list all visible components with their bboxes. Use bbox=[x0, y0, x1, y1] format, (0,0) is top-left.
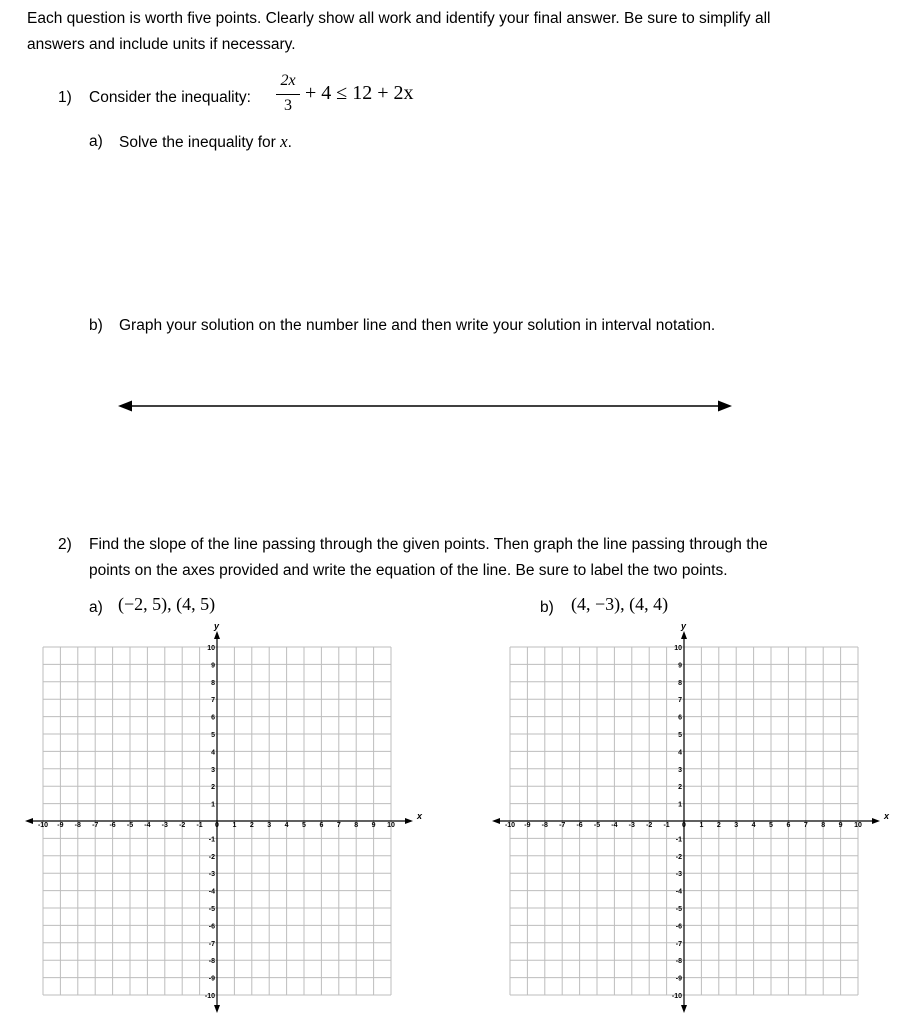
x-tick-label: -9 bbox=[524, 822, 531, 829]
x-tick-label: 5 bbox=[302, 822, 306, 829]
y-tick-label: -8 bbox=[675, 958, 682, 966]
x-tick-label: 5 bbox=[769, 822, 773, 829]
x-tick-label: -7 bbox=[559, 822, 566, 829]
inequality-rest: + 4 ≤ 12 + 2x bbox=[305, 82, 414, 104]
left-arrow-icon bbox=[118, 401, 132, 412]
y-tick-label: -1 bbox=[675, 836, 682, 844]
y-tick-label: 4 bbox=[678, 749, 682, 757]
y-tick-label: -7 bbox=[675, 940, 682, 948]
y-tick-label: -8 bbox=[208, 958, 215, 966]
question-2-number: 2) bbox=[58, 536, 72, 553]
question-1b-text: Graph your solution on the number line and then write your solution in interval notation. bbox=[119, 317, 716, 334]
x-tick-label: -3 bbox=[628, 822, 635, 829]
y-tick-label: -10 bbox=[671, 993, 682, 1000]
y-tick-label: -3 bbox=[208, 871, 215, 879]
fraction-bar bbox=[276, 94, 300, 95]
y-axis-down-arrow-icon bbox=[681, 1005, 687, 1013]
y-tick-label: -9 bbox=[208, 975, 215, 983]
y-tick-label: -5 bbox=[208, 906, 215, 913]
y-tick-label: -6 bbox=[208, 923, 215, 931]
y-tick-label: 10 bbox=[674, 645, 682, 652]
y-tick-label: 6 bbox=[678, 714, 682, 722]
x-tick-label: 1 bbox=[699, 822, 704, 829]
y-tick-label: -7 bbox=[208, 940, 215, 948]
x-tick-label: -1 bbox=[663, 822, 670, 829]
x-tick-label: -4 bbox=[611, 822, 618, 829]
y-tick-label: 6 bbox=[211, 714, 215, 722]
x-tick-label: 0 bbox=[682, 822, 686, 829]
right-arrow-icon bbox=[718, 401, 732, 412]
y-tick-label: -9 bbox=[675, 975, 682, 983]
y-tick-label: -4 bbox=[208, 888, 215, 896]
y-tick-label: 1 bbox=[211, 801, 215, 809]
y-tick-label: 9 bbox=[211, 662, 215, 670]
coordinate-grid-a[interactable] bbox=[20, 620, 430, 1016]
question-2b-label: b) bbox=[540, 599, 554, 616]
x-tick-label: -9 bbox=[57, 822, 64, 829]
x-tick-label: -8 bbox=[74, 822, 81, 829]
x-tick-label: 6 bbox=[319, 822, 324, 829]
y-tick-label: -2 bbox=[675, 853, 682, 861]
y-tick-label: 8 bbox=[211, 679, 215, 687]
x-tick-label: -7 bbox=[92, 822, 99, 829]
y-tick-label: -1 bbox=[208, 836, 215, 844]
y-axis-label: y bbox=[214, 621, 220, 631]
y-tick-label: -5 bbox=[675, 906, 682, 913]
y-axis-down-arrow-icon bbox=[214, 1005, 220, 1013]
x-tick-label: -10 bbox=[37, 822, 49, 829]
y-tick-label: -4 bbox=[675, 888, 682, 896]
y-tick-label: 3 bbox=[211, 766, 215, 774]
x-tick-label: 4 bbox=[284, 822, 289, 829]
question-2-line-2: points on the axes provided and write the equation of the line. Be sure to label the two points. bbox=[89, 562, 728, 579]
y-tick-label: 1 bbox=[678, 801, 682, 809]
question-2-line-1: Find the slope of the line passing through the given points. Then graph the line passing through the bbox=[89, 536, 768, 553]
question-1a-text: Solve the inequality for x. bbox=[119, 132, 292, 151]
x-tick-label: -8 bbox=[541, 822, 548, 829]
x-tick-label: 1 bbox=[232, 822, 237, 829]
y-tick-label: 2 bbox=[678, 784, 682, 792]
y-tick-label: 7 bbox=[211, 697, 215, 705]
x-tick-label: 2 bbox=[716, 822, 721, 829]
x-tick-label: 2 bbox=[249, 822, 254, 829]
y-tick-label: -2 bbox=[208, 853, 215, 861]
y-tick-label: 9 bbox=[678, 662, 682, 670]
x-axis-right-arrow-icon bbox=[405, 818, 413, 824]
x-axis-left-arrow-icon bbox=[492, 818, 500, 824]
y-tick-label: 10 bbox=[207, 645, 215, 652]
x-tick-label: -6 bbox=[109, 822, 116, 829]
question-1a-label: a) bbox=[89, 133, 103, 150]
x-tick-label: -4 bbox=[144, 822, 151, 829]
x-tick-label: 9 bbox=[838, 822, 843, 829]
x-axis-label: x bbox=[417, 811, 423, 821]
y-tick-label: 2 bbox=[211, 784, 215, 792]
x-tick-label: 7 bbox=[803, 822, 808, 829]
x-tick-label: -2 bbox=[179, 822, 186, 829]
y-tick-label: 7 bbox=[678, 697, 682, 705]
question-2b-points: (4, −3), (4, 4) bbox=[571, 594, 669, 614]
x-axis-label: x bbox=[884, 811, 890, 821]
number-line[interactable] bbox=[110, 395, 740, 417]
x-tick-label: 6 bbox=[786, 822, 791, 829]
x-tick-label: -3 bbox=[161, 822, 168, 829]
x-tick-label: 7 bbox=[336, 822, 341, 829]
coordinate-grid-b[interactable] bbox=[487, 620, 897, 1016]
x-tick-label: 10 bbox=[854, 822, 862, 829]
question-2a-label: a) bbox=[89, 599, 103, 616]
y-axis-label: y bbox=[681, 621, 687, 631]
y-tick-label: -10 bbox=[204, 993, 215, 1000]
question-2a-points: (−2, 5), (4, 5) bbox=[118, 594, 216, 614]
x-tick-label: 4 bbox=[751, 822, 756, 829]
instructions-line-1: Each question is worth five points. Clearly show all work and identify your final answer. Be sure to simplify all bbox=[27, 10, 771, 27]
y-axis-up-arrow-icon bbox=[681, 631, 687, 639]
x-tick-label: 3 bbox=[734, 822, 739, 829]
x-tick-label: 10 bbox=[387, 822, 395, 829]
y-tick-label: 4 bbox=[211, 749, 215, 757]
y-tick-label: 3 bbox=[678, 766, 682, 774]
x-tick-label: 8 bbox=[354, 822, 359, 829]
y-tick-label: 5 bbox=[678, 732, 682, 739]
x-tick-label: 3 bbox=[267, 822, 272, 829]
x-tick-label: 8 bbox=[821, 822, 826, 829]
x-axis-left-arrow-icon bbox=[25, 818, 33, 824]
question-1b-label: b) bbox=[89, 317, 103, 334]
y-tick-label: -3 bbox=[675, 871, 682, 879]
y-tick-label: -6 bbox=[675, 923, 682, 931]
x-tick-label: -6 bbox=[576, 822, 583, 829]
x-tick-label: -2 bbox=[646, 822, 653, 829]
x-tick-label: -5 bbox=[126, 822, 134, 829]
x-tick-label: 0 bbox=[215, 822, 219, 829]
x-tick-label: 9 bbox=[371, 822, 376, 829]
x-tick-label: -10 bbox=[504, 822, 516, 829]
y-tick-label: 8 bbox=[678, 679, 682, 687]
y-axis-up-arrow-icon bbox=[214, 631, 220, 639]
fraction-denominator: 3 bbox=[284, 97, 292, 114]
x-tick-label: -5 bbox=[593, 822, 601, 829]
x-tick-label: -1 bbox=[196, 822, 203, 829]
x-axis-right-arrow-icon bbox=[872, 818, 880, 824]
question-1-prompt: Consider the inequality: bbox=[89, 89, 251, 106]
y-tick-label: 5 bbox=[211, 732, 215, 739]
fraction-numerator: 2x bbox=[280, 72, 296, 89]
instructions-line-2: answers and include units if necessary. bbox=[27, 36, 296, 53]
question-1-number: 1) bbox=[58, 89, 72, 106]
